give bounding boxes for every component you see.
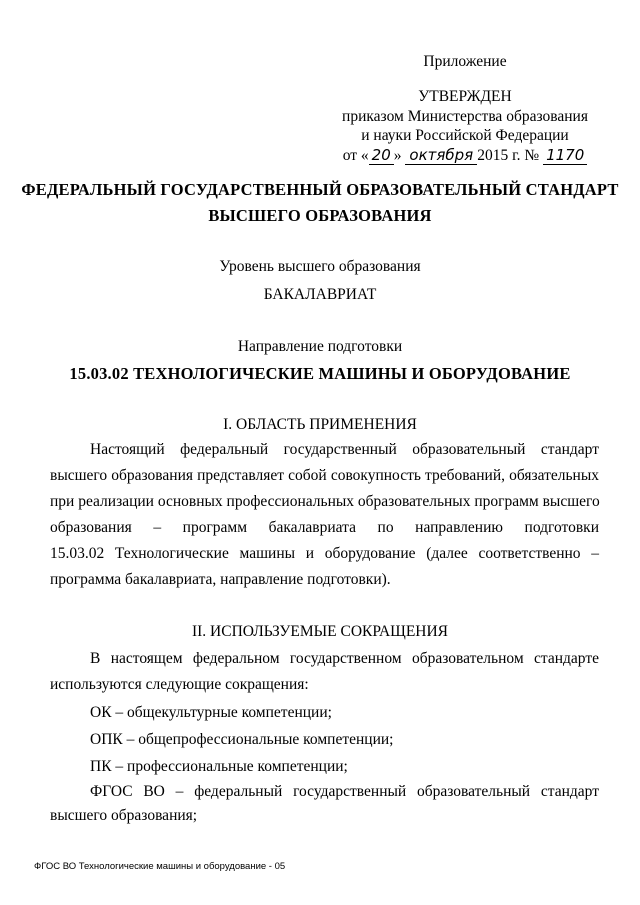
title-line2: ВЫСШЕГО ОБРАЗОВАНИЯ [208,206,432,225]
approved-date-line [330,145,600,166]
abbr-item-pk: ПК – профессиональные компетенции; [90,758,348,775]
date-prefix: от « [342,147,369,164]
title-line1: ФЕДЕРАЛЬНЫЙ ГОСУДАРСТВЕННЫЙ ОБРАЗОВАТЕЛЬНЫЙ СТАНДАРТ [21,180,619,199]
section1-heading: I. ОБЛАСТЬ ПРИМЕНЕНИЯ [223,416,417,433]
abbr-item-fgos-line1: ФГОС ВО – федеральный государственный образовательный стандарт [90,783,599,800]
section1-line: высшего образования представляет собой совокупность требований, обязательных [50,467,599,484]
approved-line2: и науки Российской Федерации [361,127,569,144]
abbr-item-fgos-line2: высшего образования; [50,807,198,824]
approved-label: УТВЕРЖДЕН [418,88,512,105]
level-value: БАКАЛАВРИАТ [263,286,377,303]
section1-line: 15.03.02 Технологические машины и оборудование (далее соответственно – [50,545,599,562]
section1-line: образования – программ бакалавриата по направлению подготовки [50,519,599,536]
section1-line: при реализации основных профессиональных образовательных программ высшего [50,493,600,510]
section2-intro-line1: В настоящем федеральном государственном образовательном стандарте [90,650,599,667]
date-year: 2015 г. № [477,147,540,164]
appendix-label: Приложение [423,53,507,70]
date-day: 20 [369,146,394,165]
section2-heading: II. ИСПОЛЬЗУЕМЫЕ СОКРАЩЕНИЯ [191,623,449,640]
page-footer: ФГОС ВО Технологические машины и оборудование - 05 [34,861,286,872]
section2-intro-line2: используются следующие сокращения: [50,676,309,693]
section1-line: Настоящий федеральный государственный образовательный стандарт [90,441,599,458]
abbr-item-opk: ОПК – общепрофессиональные компетенции; [90,731,394,748]
date-mid: » [393,147,402,164]
section1-last-line: программа бакалавриата, направление подготовки). [50,571,391,588]
abbr-item-ok: ОК – общекультурные компетенции; [90,704,332,721]
order-number: 1170 [543,146,587,165]
direction-label: Направление подготовки [237,338,403,355]
direction-value: 15.03.02 ТЕХНОЛОГИЧЕСКИЕ МАШИНЫ И ОБОРУДОВАНИЕ [69,364,571,383]
approved-line1: приказом Министерства образования [342,108,588,125]
date-month: октября [405,146,477,165]
level-label: Уровень высшего образования [219,258,421,275]
